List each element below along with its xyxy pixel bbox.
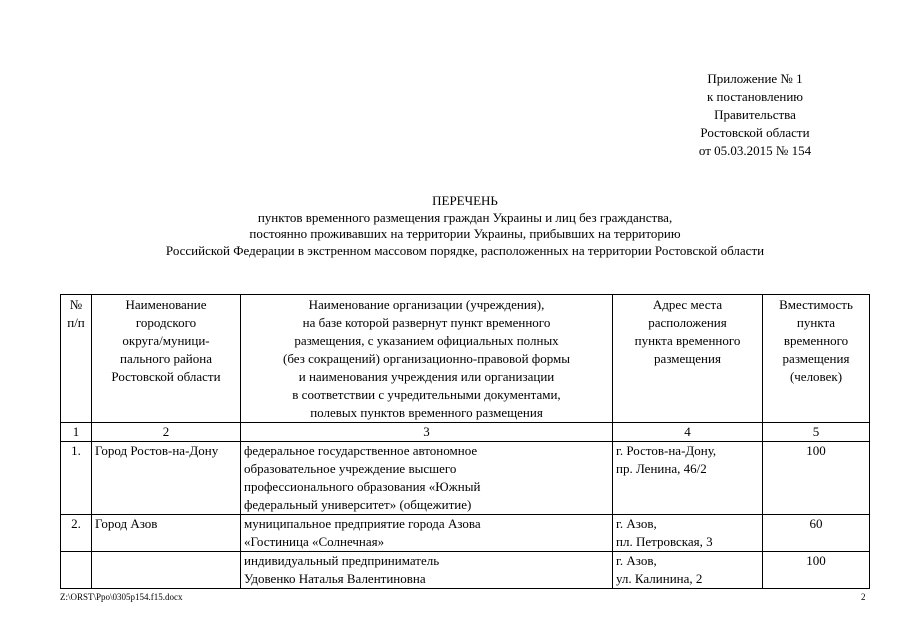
header-address: Адрес места расположения пункта временного размещения bbox=[613, 295, 763, 423]
row-district: Город Азов bbox=[92, 515, 241, 552]
row-address: г. Ростов-на-Дону, пр. Ленина, 46/2 bbox=[613, 442, 763, 515]
column-number: 5 bbox=[763, 423, 870, 442]
row-organization: муниципальное предприятие города Азова «Гостиница «Солнечная» bbox=[241, 515, 613, 552]
column-number: 1 bbox=[61, 423, 92, 442]
footer-file-path: Z:\ORST\Ppo\0305p154.f15.docx bbox=[60, 592, 183, 602]
appendix-line: к постановлению bbox=[706, 89, 804, 104]
heading-line: пунктов временного размещения граждан Украины и лиц без гражданства, bbox=[257, 209, 673, 225]
row-capacity: 60 bbox=[763, 515, 870, 552]
appendix-line: Ростовской области bbox=[700, 125, 810, 140]
shelters-table bbox=[60, 294, 870, 589]
appendix-block bbox=[660, 70, 850, 160]
table-row bbox=[61, 442, 870, 515]
row-num: 2. bbox=[61, 515, 92, 552]
column-number: 3 bbox=[241, 423, 613, 442]
row-address: г. Азов, пл. Петровская, 3 bbox=[613, 515, 763, 552]
column-number: 2 bbox=[92, 423, 241, 442]
row-address: г. Азов, ул. Калинина, 2 bbox=[613, 552, 763, 589]
column-number-row bbox=[61, 423, 870, 442]
row-capacity: 100 bbox=[763, 552, 870, 589]
row-num: 1. bbox=[61, 442, 92, 515]
table-header-row bbox=[61, 295, 870, 423]
row-district: Город Ростов-на-Дону bbox=[92, 442, 241, 515]
table-row bbox=[61, 552, 870, 589]
heading-line: постоянно проживавших на территории Украины, прибывших на территорию bbox=[249, 226, 681, 241]
row-organization: индивидуальный предприниматель Удовенко Наталья Валентиновна bbox=[241, 552, 613, 589]
appendix-line: Правительства bbox=[714, 107, 796, 122]
row-capacity: 100 bbox=[763, 442, 870, 515]
row-organization: федеральное государственное автономное образовательное учреждение высшего профессионального образования «Южный федеральный университет» (общежитие) bbox=[241, 442, 613, 515]
table-row bbox=[61, 515, 870, 552]
header-district: Наименование городского округа/муници- пального района Ростовской области bbox=[92, 295, 241, 423]
document-heading bbox=[60, 193, 870, 259]
row-district bbox=[92, 552, 241, 589]
header-capacity: Вместимость пункта временного размещения (человек) bbox=[763, 295, 870, 423]
header-num: № п/п bbox=[61, 295, 92, 423]
row-num bbox=[61, 552, 92, 589]
appendix-line: Приложение № 1 bbox=[707, 71, 803, 86]
footer-page-number: 2 bbox=[861, 592, 866, 602]
heading-line: Российской Федерации в экстренном массовом порядке, расположенных на территории Ростовской области bbox=[165, 242, 765, 258]
document-title: ПЕРЕЧЕНЬ bbox=[432, 193, 498, 208]
header-organization: Наименование организации (учреждения), на базе которой развернут пункт временного размещения, с указанием официальных полных (без сокращений) организационно-правовой формы и наименования учреждения или организации в соответствии с учредительными документами, полевых пунктов временного размещения bbox=[241, 295, 613, 423]
column-number: 4 bbox=[613, 423, 763, 442]
appendix-line: от 05.03.2015 № 154 bbox=[698, 143, 812, 158]
